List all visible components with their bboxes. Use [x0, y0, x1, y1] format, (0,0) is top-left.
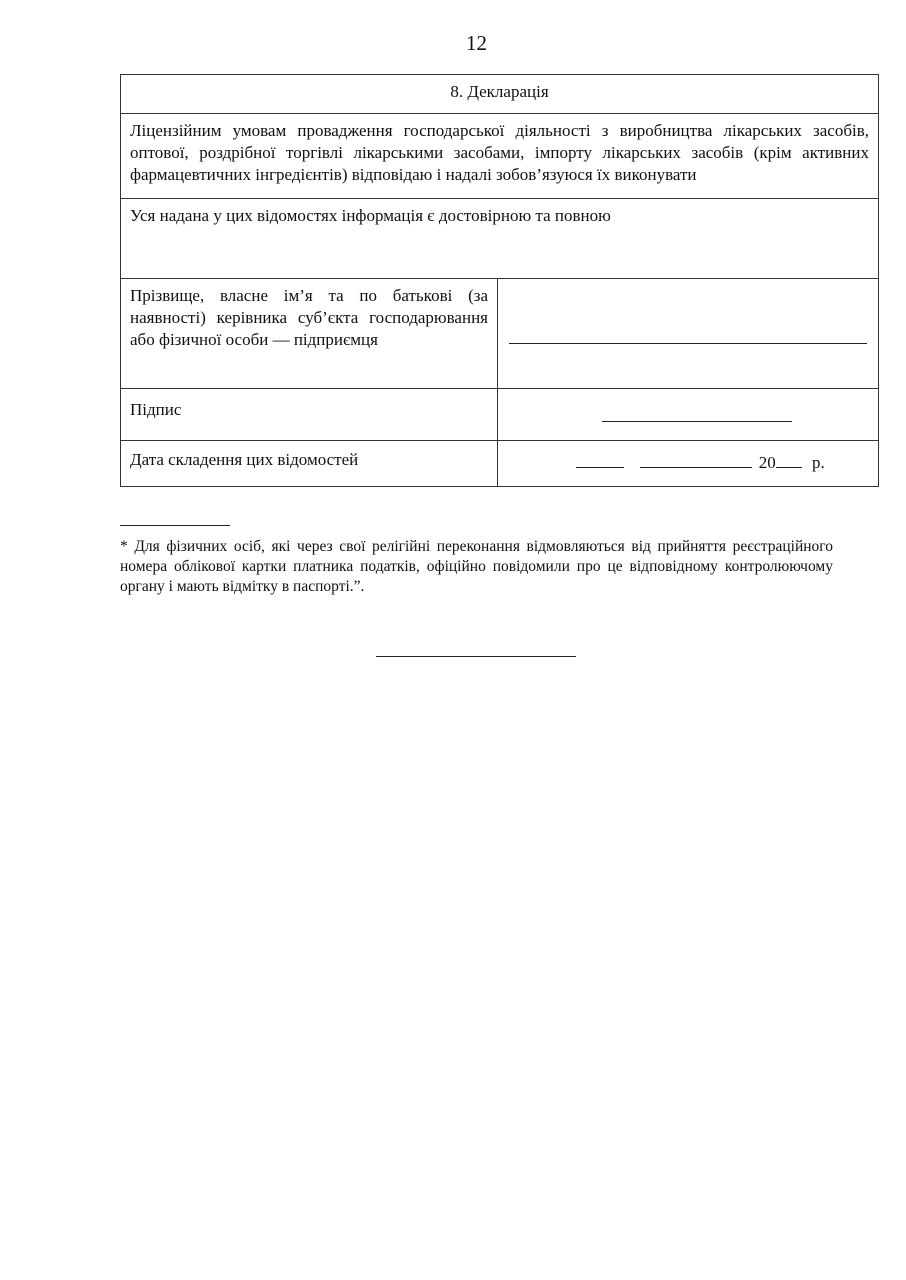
signature-label: Підпис	[121, 389, 498, 441]
statement-row-2	[121, 199, 879, 279]
date-label: Дата складення цих відомостей	[121, 441, 498, 487]
section-title-row	[121, 75, 879, 114]
date-suffix: р.	[812, 453, 825, 472]
footnote-text: * Для фізичних осіб, які через свої релігійні переконання відмовляються від прийняття реєстраційного номера облікової картки платника податків, офіційно повідомили про це відповідному контролюючому органу і мають відмітку в паспорті.”.	[120, 538, 833, 595]
statement-row-1	[121, 114, 879, 199]
signature-row	[121, 389, 879, 441]
date-year-prefix: 20	[758, 453, 776, 472]
date-field	[498, 441, 879, 487]
signature-field	[498, 389, 879, 441]
footnote-divider	[120, 525, 230, 526]
name-field	[498, 279, 879, 389]
page-number: 12	[466, 31, 487, 55]
date-month-blank	[640, 451, 752, 468]
name-blank-line	[509, 343, 867, 344]
section-title: 8. Декларація	[121, 75, 879, 114]
signature-blank-line	[602, 421, 792, 422]
date-row	[121, 441, 879, 487]
statement-1: Ліцензійним умовам провадження господарської діяльності з виробництва лікарських засобів, оптової, роздрібної торгівлі лікарськими засобами, імпорту лікарських засобів (крім активних фармацевтичних інгредієнтів) відповідаю і надалі зобов’язуюся їх виконувати	[121, 114, 879, 199]
date-blanks	[576, 451, 825, 474]
name-label: Прізвище, власне ім’я та по батькові (за наявності) керівника суб’єкта господарювання або фізичної особи — підприємця	[121, 279, 498, 389]
date-day-blank	[576, 451, 624, 468]
name-row	[121, 279, 879, 389]
date-year-blank	[776, 451, 802, 468]
end-of-document-rule	[376, 656, 576, 657]
statement-2: Уся надана у цих відомостях інформація є достовірною та повною	[121, 199, 879, 279]
declaration-table	[120, 74, 879, 487]
